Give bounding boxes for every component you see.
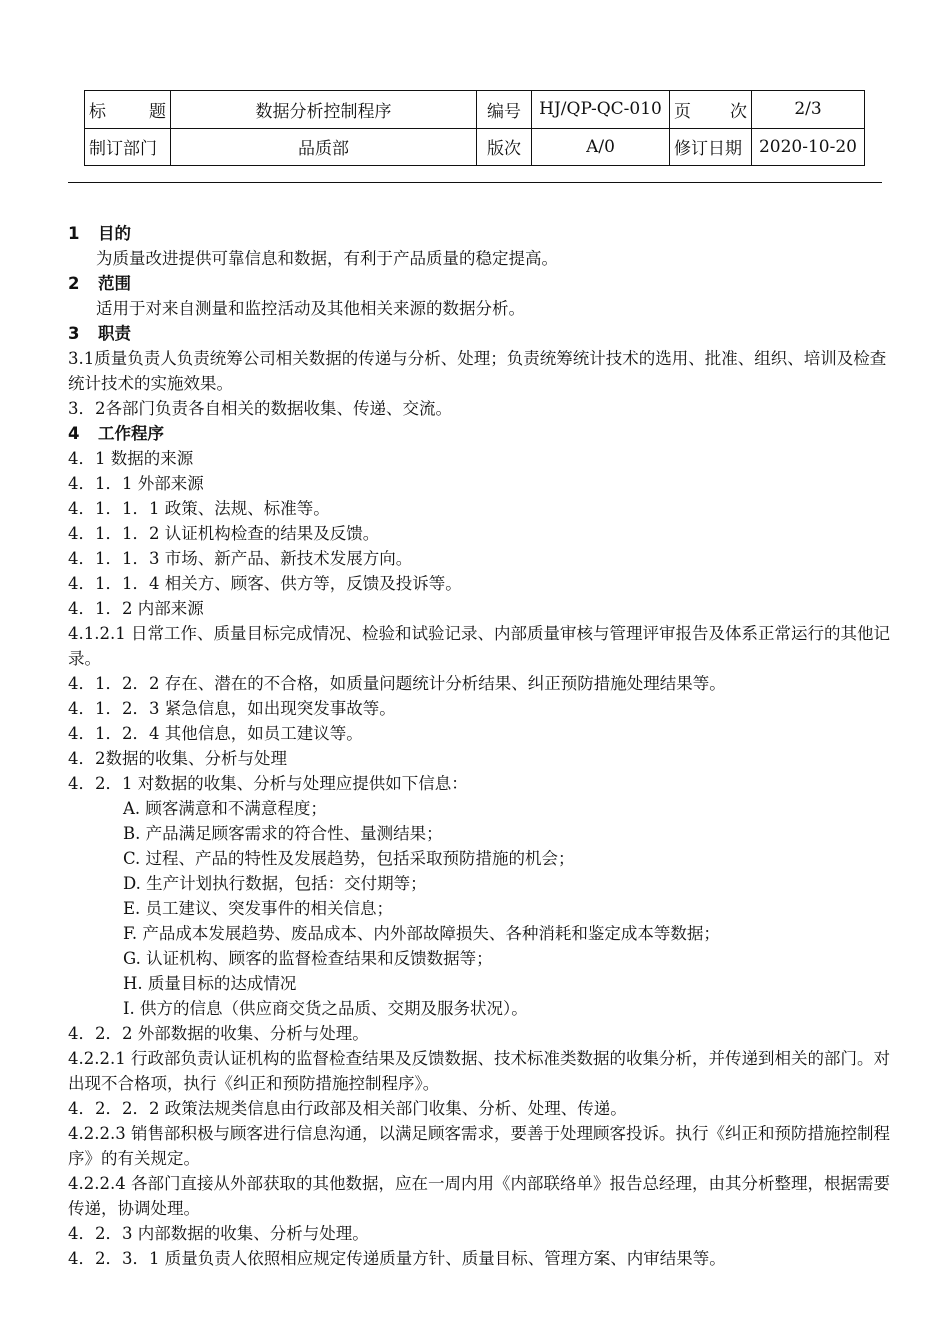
paragraph-4-2-3: 4．2．3 内部数据的收集、分析与处理。: [68, 1224, 369, 1243]
section-heading-scope: 2 范围: [68, 274, 131, 293]
paragraph-4-2-2-2: 4．2．2．2 政策法规类信息由行政部及相关部门收集、分析、处理、传递。: [68, 1099, 627, 1118]
code-label: 编号: [477, 91, 532, 129]
version-label: 版次: [477, 128, 532, 166]
document-body: [68, 221, 898, 1271]
paragraph-4-1-1-2: 4．1．1．2 认证机构检查的结果及反馈。: [68, 524, 380, 543]
paragraph-4-1-1-3: 4．1．1．3 市场、新产品、新技术发展方向。: [68, 549, 413, 568]
version: A/0: [532, 128, 670, 166]
title-label: 标 题: [85, 91, 171, 129]
header-divider: [68, 182, 882, 183]
paragraph-4-1-1: 4．1．1 外部来源: [68, 474, 204, 493]
section-heading-responsibility: 3 职责: [68, 324, 131, 343]
revision-date: 2020-10-20: [752, 128, 865, 166]
paragraph-3-1: 3.1质量负责人负责统筹公司相关数据的传递与分析、处理；负责统筹统计技术的选用、批准、组织、培训及检查统计技术的实施效果。: [68, 349, 887, 393]
page-label: 页 次: [670, 91, 752, 129]
paragraph-4-1-1-1: 4．1．1．1 政策、法规、标准等。: [68, 499, 330, 518]
paragraph-3-2: 3．2各部门负责各自相关的数据收集、传递、交流。: [68, 399, 452, 418]
paragraph-4-1-2-4: 4．1．2．4 其他信息，如员工建议等。: [68, 724, 363, 743]
document-title: 数据分析控制程序: [171, 91, 477, 129]
department: 品质部: [171, 128, 477, 166]
paragraph-4-1-2: 4．1．2 内部来源: [68, 599, 204, 618]
section-heading-procedure: 4 工作程序: [68, 424, 164, 443]
list-item: D. 生产计划执行数据，包括：交付期等；: [123, 874, 427, 893]
paragraph-4-2-2-4: 4.2.2.4 各部门直接从外部获取的其他数据，应在一周内用《内部联络单》报告总经理，由其分析整理，根据需要传递，协调处理。: [68, 1174, 890, 1218]
document-code: HJ/QP-QC-010: [532, 91, 670, 129]
page-number: 2/3: [752, 91, 865, 129]
list-item: H. 质量目标的达成情况: [123, 974, 297, 993]
paragraph-4-2-2: 4．2．2 外部数据的收集、分析与处理。: [68, 1024, 369, 1043]
paragraph-4-1-2-2: 4．1．2．2 存在、潜在的不合格，如质量问题统计分析结果、纠正预防措施处理结果等。: [68, 674, 726, 693]
scope-text: 适用于对来自测量和监控活动及其他相关来源的数据分析。: [96, 299, 525, 318]
section-heading-purpose: 1 目的: [68, 224, 131, 243]
paragraph-4-2: 4．2数据的收集、分析与处理: [68, 749, 287, 768]
paragraph-4-1: 4．1 数据的来源: [68, 449, 194, 468]
list-item: F. 产品成本发展趋势、废品成本、内外部故障损失、各种消耗和鉴定成本等数据；: [123, 924, 720, 943]
list-item: E. 员工建议、突发事件的相关信息；: [123, 899, 394, 918]
dept-label: 制订部门: [85, 128, 171, 166]
list-item: A. 顾客满意和不满意程度；: [123, 799, 327, 818]
paragraph-4-2-2-3: 4.2.2.3 销售部积极与顾客进行信息沟通，以满足顾客需求，要善于处理顾客投诉。执行《纠正和预防措施控制程序》的有关规定。: [68, 1124, 890, 1168]
list-item: G. 认证机构、顾客的监督检查结果和反馈数据等；: [123, 949, 493, 968]
header-row-2: [85, 128, 865, 166]
list-item: C. 过程、产品的特性及发展趋势，包括采取预防措施的机会；: [123, 849, 575, 868]
list-item: B. 产品满足顾客需求的符合性、量测结果；: [123, 824, 443, 843]
paragraph-4-2-3-1: 4．2．3．1 质量负责人依照相应规定传递质量方针、质量目标、管理方案、内审结果等。: [68, 1249, 726, 1268]
paragraph-4-1-1-4: 4．1．1．4 相关方、顾客、供方等，反馈及投诉等。: [68, 574, 462, 593]
header-row-1: [85, 91, 865, 129]
paragraph-4-2-2-1: 4.2.2.1 行政部负责认证机构的监督检查结果及反馈数据、技术标准类数据的收集分析，并传递到相关的部门。对出现不合格项，执行《纠正和预防措施控制程序》。: [68, 1049, 890, 1093]
paragraph-4-2-1: 4．2．1 对数据的收集、分析与处理应提供如下信息：: [68, 774, 468, 793]
list-item: I. 供方的信息（供应商交货之品质、交期及服务状况）。: [123, 999, 528, 1018]
date-label: 修订日期: [670, 128, 752, 166]
paragraph-4-1-2-1: 4.1.2.1 日常工作、质量目标完成情况、检验和试验记录、内部质量审核与管理评审报告及体系正常运行的其他记录。: [68, 624, 890, 668]
document-header-table: [84, 90, 865, 166]
paragraph-4-1-2-3: 4．1．2．3 紧急信息，如出现突发事故等。: [68, 699, 396, 718]
purpose-text: 为质量改进提供可靠信息和数据，有利于产品质量的稳定提高。: [96, 249, 558, 268]
